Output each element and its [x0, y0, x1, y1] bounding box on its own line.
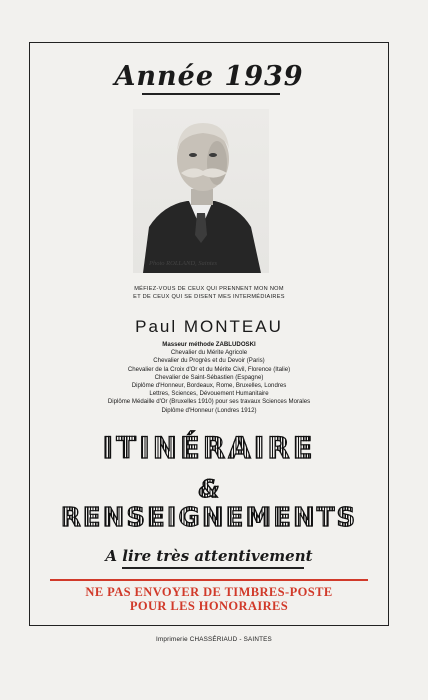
headline-renseignements: RENSEIGNEMENTS	[30, 503, 388, 533]
notice-text	[30, 585, 388, 613]
notice-line: NE PAS ENVOYER DE TIMBRES-POSTE	[85, 585, 333, 599]
credential-line: Diplôme Médaille d'Or (Bruxelles 1910) pour ses travaux Sciences Morales	[107, 398, 311, 406]
headline-ampersand: &	[30, 475, 388, 503]
warning-text	[30, 285, 388, 301]
year-underline	[142, 93, 280, 95]
credential-line: Chevalier du Mérite Agricole	[170, 349, 248, 357]
portrait-photo	[133, 109, 269, 273]
instruction-text: A lire très attentivement	[105, 547, 313, 565]
credential-line: Lettres, Sciences, Dévouement Humanitaire	[149, 390, 269, 398]
credential-line: Chevalier de la Croix d'Or et du Mérite Civil, Florence (Italie)	[127, 365, 291, 373]
year-title: Année 1939	[114, 61, 304, 92]
warning-line: ET DE CEUX QUI SE DISENT MES INTERMÉDIAIRES	[133, 294, 285, 300]
credential-line: Chevalier du Progrès et du Devoir (Paris)	[153, 357, 265, 365]
notice-divider	[50, 579, 368, 581]
credential-line: Diplôme d'Honneur (Londres 1912)	[161, 406, 257, 414]
printer-credit: Imprimerie CHASSÉRIAUD - SAINTES	[156, 636, 272, 643]
portrait-illustration	[133, 109, 269, 273]
page-border	[29, 42, 389, 626]
credentials-list	[30, 341, 388, 415]
credential-line: Diplôme d'Honneur, Bordeaux, Rome, Bruxelles, Londres	[131, 382, 287, 390]
credential-line: Masseur méthode ZABLUDOSKI	[162, 341, 256, 348]
instruction-underline	[122, 567, 304, 569]
credential-line: Chevalier de Saint-Sébastien (Espagne)	[154, 373, 264, 381]
author-name: Paul MONTEAU	[135, 317, 283, 336]
headline-itineraire: ITINÉRAIRE	[30, 431, 388, 465]
photo-credit: Photo ROLLAND, Saintes	[149, 260, 218, 267]
notice-line: POUR LES HONORAIRES	[129, 599, 289, 613]
warning-line: MÉFIEZ-VOUS DE CEUX QUI PRENNENT MON NOM	[134, 286, 284, 292]
